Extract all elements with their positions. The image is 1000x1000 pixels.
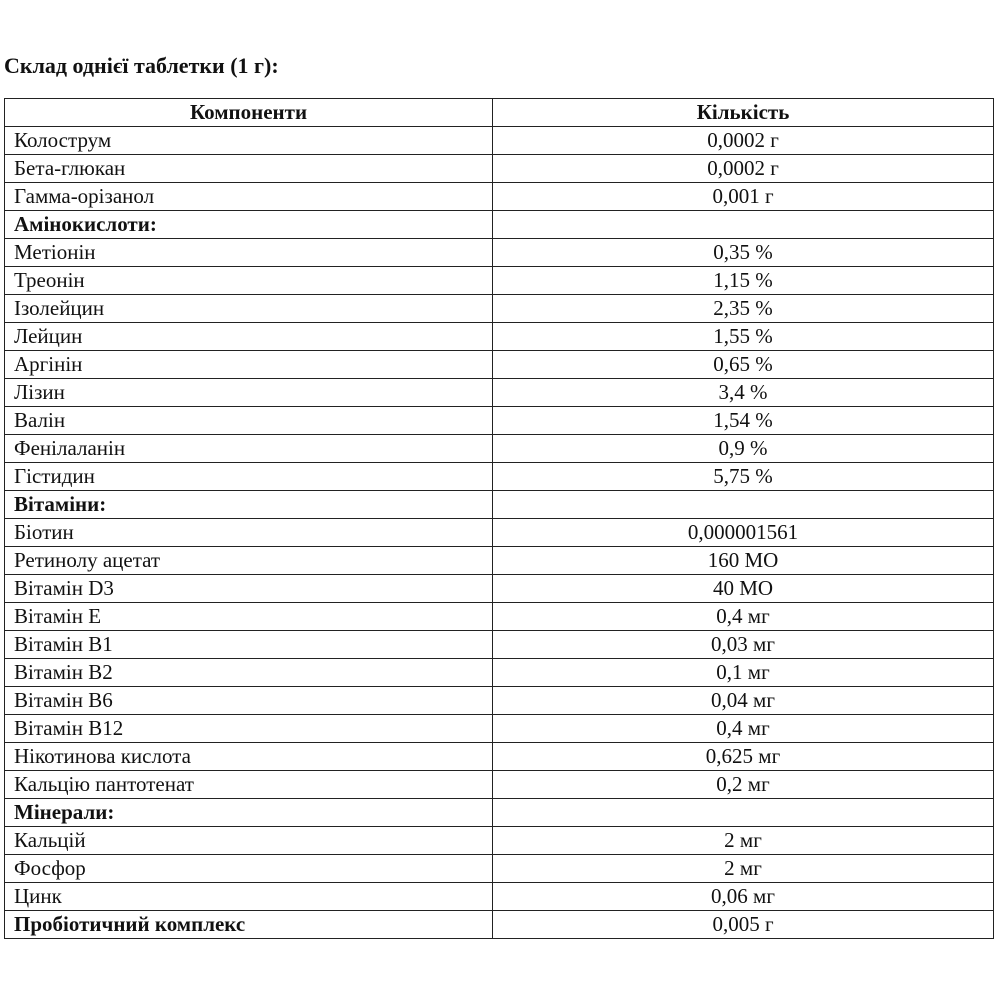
table-row xyxy=(5,631,994,659)
component-amount: 1,55 % xyxy=(493,323,994,351)
component-amount: 2,35 % xyxy=(493,295,994,323)
component-amount: 40 МО xyxy=(493,575,994,603)
table-row xyxy=(5,435,994,463)
table-row xyxy=(5,519,994,547)
section-label: Мінерали: xyxy=(5,799,493,827)
component-amount: 1,15 % xyxy=(493,267,994,295)
component-amount: 0,1 мг xyxy=(493,659,994,687)
component-amount: 0,35 % xyxy=(493,239,994,267)
component-name: Ретинолу ацетат xyxy=(5,547,493,575)
table-row xyxy=(5,687,994,715)
component-amount xyxy=(493,211,994,239)
component-amount: 2 мг xyxy=(493,855,994,883)
table-row xyxy=(5,183,994,211)
component-name: Ізолейцин xyxy=(5,295,493,323)
component-amount: 3,4 % xyxy=(493,379,994,407)
component-name: Лейцин xyxy=(5,323,493,351)
component-name: Вітамін D3 xyxy=(5,575,493,603)
component-amount: 0,000001561 xyxy=(493,519,994,547)
header-amount: Кількість xyxy=(493,99,994,127)
table-row xyxy=(5,379,994,407)
component-amount: 5,75 % xyxy=(493,463,994,491)
component-name: Вітамін Е xyxy=(5,603,493,631)
component-amount: 0,2 мг xyxy=(493,771,994,799)
component-name: Аргінін xyxy=(5,351,493,379)
table-row xyxy=(5,827,994,855)
table-row xyxy=(5,155,994,183)
table-row xyxy=(5,407,994,435)
table-row xyxy=(5,603,994,631)
table-body xyxy=(5,127,994,939)
component-amount: 160 МО xyxy=(493,547,994,575)
component-name: Пробіотичний комплекс xyxy=(5,911,493,939)
component-amount: 0,4 мг xyxy=(493,603,994,631)
component-name: Валін xyxy=(5,407,493,435)
table-row xyxy=(5,351,994,379)
component-amount: 0,005 г xyxy=(493,911,994,939)
component-name: Вітамін В12 xyxy=(5,715,493,743)
component-name: Вітамін В1 xyxy=(5,631,493,659)
component-amount: 0,03 мг xyxy=(493,631,994,659)
table-row xyxy=(5,855,994,883)
component-name: Вітамін В6 xyxy=(5,687,493,715)
table-row xyxy=(5,267,994,295)
table-row xyxy=(5,771,994,799)
component-name: Гістидин xyxy=(5,463,493,491)
table-row xyxy=(5,659,994,687)
table-row xyxy=(5,715,994,743)
table-row xyxy=(5,911,994,939)
component-amount: 0,001 г xyxy=(493,183,994,211)
table-row xyxy=(5,127,994,155)
table-row xyxy=(5,463,994,491)
component-amount: 1,54 % xyxy=(493,407,994,435)
component-name: Гамма-орізанол xyxy=(5,183,493,211)
component-amount: 0,9 % xyxy=(493,435,994,463)
table-row xyxy=(5,239,994,267)
component-amount xyxy=(493,491,994,519)
component-amount: 2 мг xyxy=(493,827,994,855)
table-row xyxy=(5,295,994,323)
table-row xyxy=(5,743,994,771)
component-amount: 0,0002 г xyxy=(493,155,994,183)
composition-table xyxy=(4,98,994,939)
component-name: Колострум xyxy=(5,127,493,155)
component-name: Фосфор xyxy=(5,855,493,883)
component-amount: 0,625 мг xyxy=(493,743,994,771)
component-name: Треонін xyxy=(5,267,493,295)
component-name: Бета-глюкан xyxy=(5,155,493,183)
component-amount: 0,4 мг xyxy=(493,715,994,743)
section-row xyxy=(5,491,994,519)
component-amount xyxy=(493,799,994,827)
header-components: Компоненти xyxy=(5,99,493,127)
table-row xyxy=(5,323,994,351)
table-header-row xyxy=(5,99,994,127)
component-name: Метіонін xyxy=(5,239,493,267)
table-row xyxy=(5,575,994,603)
component-name: Кальцій xyxy=(5,827,493,855)
component-amount: 0,65 % xyxy=(493,351,994,379)
table-row xyxy=(5,883,994,911)
component-name: Фенілаланін xyxy=(5,435,493,463)
table-row xyxy=(5,547,994,575)
component-name: Нікотинова кислота xyxy=(5,743,493,771)
component-name: Лізин xyxy=(5,379,493,407)
section-row xyxy=(5,799,994,827)
page-title: Склад однієї таблетки (1 г): xyxy=(4,53,279,78)
component-name: Вітамін В2 xyxy=(5,659,493,687)
section-label: Вітаміни: xyxy=(5,491,493,519)
component-amount: 0,04 мг xyxy=(493,687,994,715)
section-label: Амінокислоти: xyxy=(5,211,493,239)
component-amount: 0,06 мг xyxy=(493,883,994,911)
component-name: Цинк xyxy=(5,883,493,911)
component-name: Кальцію пантотенат xyxy=(5,771,493,799)
component-name: Біотин xyxy=(5,519,493,547)
component-amount: 0,0002 г xyxy=(493,127,994,155)
section-row xyxy=(5,211,994,239)
